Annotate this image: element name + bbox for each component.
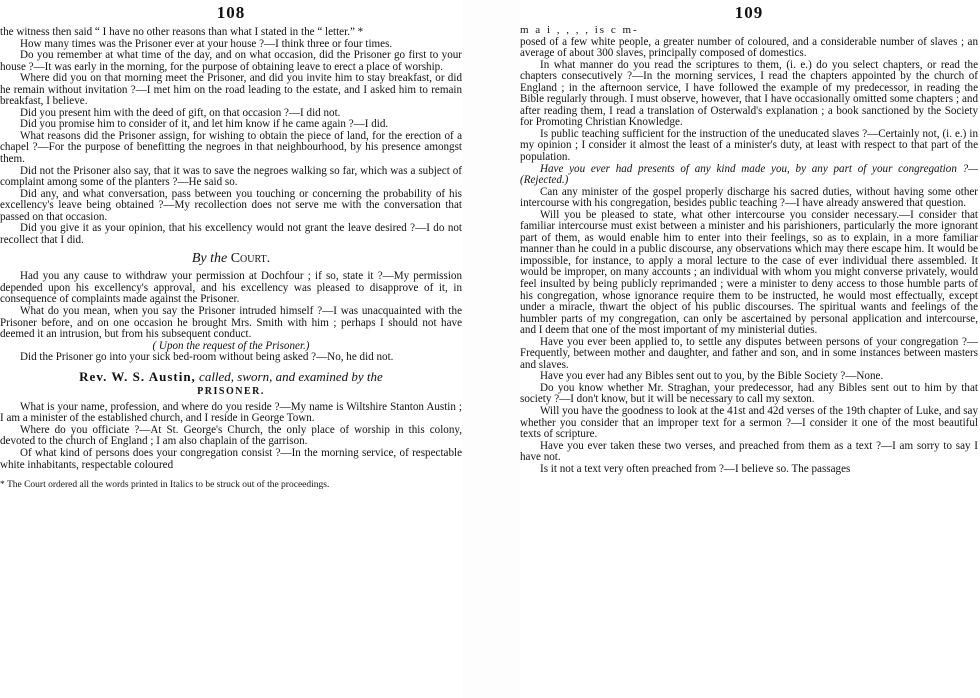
paragraph: Can any minister of the gospel properly discharge his sacred duties, without having some other intercourse with his congregation, besides public teaching ?—I have already answered that question.	[520, 185, 978, 210]
page-number-right: 109	[734, 3, 764, 22]
paragraph: posed of a few white people, a greater number of coloured, and a considerable number of slaves ; an average of about 300 slaves, principally composed of domestics.	[520, 35, 978, 60]
witness-name: Rev. W. S. Austin,	[79, 368, 196, 384]
paragraph: Have you ever had any Bibles sent out to you, by the Bible Society ?—None.	[540, 370, 884, 383]
paragraph: Did any, and what conversation, pass between you touching or concerning the probability of his excellency's leave being obtained ?—My recollection does not serve me with the conversation that passed on that occasion.	[0, 187, 462, 223]
paragraph: What do you mean, when you say the Prisoner intruded himself ?—I was unacquainted with the Prisoner before, and on one occasion he brought Mrs. Smith with him ; perhaps I should not have deemed it an intrusion, but from his subsequent conduct.	[0, 305, 462, 341]
witness-paragraphs	[0, 402, 462, 471]
paragraph: Where do you officiate ?—At St. George's Church, the only place of worship in this colony, devoted to the church of England ; I am also chaplain of the garrison.	[0, 423, 462, 448]
paragraph: Did not the Prisoner also say, that it was to save the negroes walking so far, which was a subject of complaint among some of the planters ?—He said so.	[0, 164, 462, 189]
page-number-left: 108	[216, 3, 246, 22]
paragraph: How many times was the Prisoner ever at your house ?—I think three or four times.	[20, 37, 393, 50]
court-heading-pre: By the	[191, 251, 231, 267]
paragraph: Did the Prisoner go into your sick bed-room without being asked ?—No, he did not.	[20, 351, 394, 364]
witness-heading-middle: called, sworn, and examined by the	[195, 368, 383, 384]
paragraph: Of what kind of persons does your congregation consist ?—In the morning service, of respectable white inhabitants, respectable coloured	[0, 446, 462, 471]
paragraph: Will you be pleased to state, what other intercourse you consider necessary.—I consider that familiar intercourse must exist between a minister and his parishioners, particularly the more ignorant part of them, as would enable him to enter into their feelings, so as to explain, in a more familiar manner than he could in a public discourse, any observations which may there escape him. It would be impossible, for instance, to apply a moral lecture to the case of ever individual there assembled. It would be improper, on many accounts ; an individual with whom you might converse privately, would feel insulted by being publicly reprimanded ; were a minister to deny access to those humble parts of his congregation, whose ignorance require them to be instructed, he would most effectually, except under a miracle, thwart the object of his public discourses. The spiritual wants and feelings of the humbler parts of my congregation, can only be ascertained by personal application and intercourse, and I deem that one of the most important of my ministerial duties.	[520, 208, 978, 337]
page-left	[0, 0, 462, 698]
paragraph: the witness then said “ I have no other reasons than what I stated in the “ letter.” *	[0, 26, 364, 38]
paragraph: In what manner do you read the scriptures to them, (i. e.) do you select chapters, or read the chapters consecutively ?—In the morning services, I read the chapters appointed by the church of England ; in the afternoon service, I have followed the example of my predecessor, in reading the Bible regularly through. I must observe, however, that I have occasionally omitted some chapters ; and after reading them, I read a translation of Osterwald's explanation ; a book sanctioned by the Society for Promoting Christian Knowledge.	[520, 58, 978, 129]
paragraph: Is it not a text very often preached from ?—I believe so. The passages	[540, 462, 851, 475]
paragraph: What is your name, profession, and where do you reside ?—My name is Wiltshire Stanton Austin ; I am a minister of the established church, and I reside in George Town.	[0, 400, 462, 425]
paragraph: Did you present him with the deed of gift, on that occasion ?—I did not.	[20, 106, 341, 119]
court-heading-court: Court.	[230, 251, 271, 267]
court-heading	[0, 250, 462, 268]
page-right	[520, 0, 978, 698]
gutter	[462, 0, 520, 698]
clipped-top-line: m a i , , , , is c m-	[520, 24, 639, 36]
paragraph: Is public teaching sufficient for the instruction of the uneducated slaves ?—Certainly not, (i. e.) in my opinion ; I consider it almost the least of a minister's duty, at least with respect to that part of the population.	[520, 127, 978, 163]
paragraph: What reasons did the Prisoner assign, for wishing to obtain the piece of land, for the erection of a chapel ?—For the purpose of benefitting the negroes in that neighbourhood, by his presence amongst them.	[0, 129, 462, 166]
paragraph: Where did you on that morning meet the Prisoner, and did you invite him to stay breakfast, or did he remain without invitation ?—I met him on the road leading to the estate, and I asked him to remain breakfast, I believe.	[0, 72, 462, 108]
paragraph: Have you ever been applied to, to settle any disputes between persons of your congregation ?—Frequently, between mother and daughter, and father and son, and in some instances between masters and slaves.	[520, 335, 978, 371]
request-line: ( Upon the request of the Prisoner.)	[152, 339, 310, 352]
paragraph: Will you have the goodness to look at the 41st and 42d verses of the 19th chapter of Luke, and say whether you consider that an improper text for a sermon ?—I consider it one of the most beautiful texts of scripture.	[520, 405, 978, 441]
court-paragraphs	[0, 271, 462, 340]
paragraph: Have you ever taken these two verses, and preached from them as a text ?—I am sorry to say I have not.	[520, 439, 978, 464]
paragraph: Had you any cause to withdraw your permission at Dochfour ; if so, state it ?—My permission depended upon his excellency's approval, and his excellency was pleased to disapprove of it, in consequence of complaints made against the Prisoner.	[0, 270, 462, 306]
witness-heading-prisoner: PRISONER.	[197, 385, 265, 397]
paragraph: Do you remember at what time of the day, and on what occasion, did the Prisoner go first to your house ?—It was early in the morning, for the purpose of obtaining leave to erect a place of worship.	[0, 49, 462, 73]
right-paragraphs	[520, 37, 978, 476]
witness-heading	[0, 369, 462, 399]
footnote: * The Court ordered all the words printed in Italics to be struck out of the proceedings.	[0, 480, 330, 491]
paragraph: Did you promise him to consider of it, and let him know if he came again ?—I did.	[20, 118, 389, 131]
paragraph: Do you know whether Mr. Straghan, your predecessor, had any Bibles sent out to him by that society ?—I don't know, but it will be necessary to call my sexton.	[520, 381, 978, 406]
paragraph: Have you ever had presents of any kind made you, by any part of your congregation ?—(Rejected.)	[520, 162, 978, 187]
paragraph: Did you give it as your opinion, that his excellency would not grant the leave desired ?—I do not recollect that I did.	[0, 222, 462, 246]
left-paragraphs	[0, 27, 462, 246]
